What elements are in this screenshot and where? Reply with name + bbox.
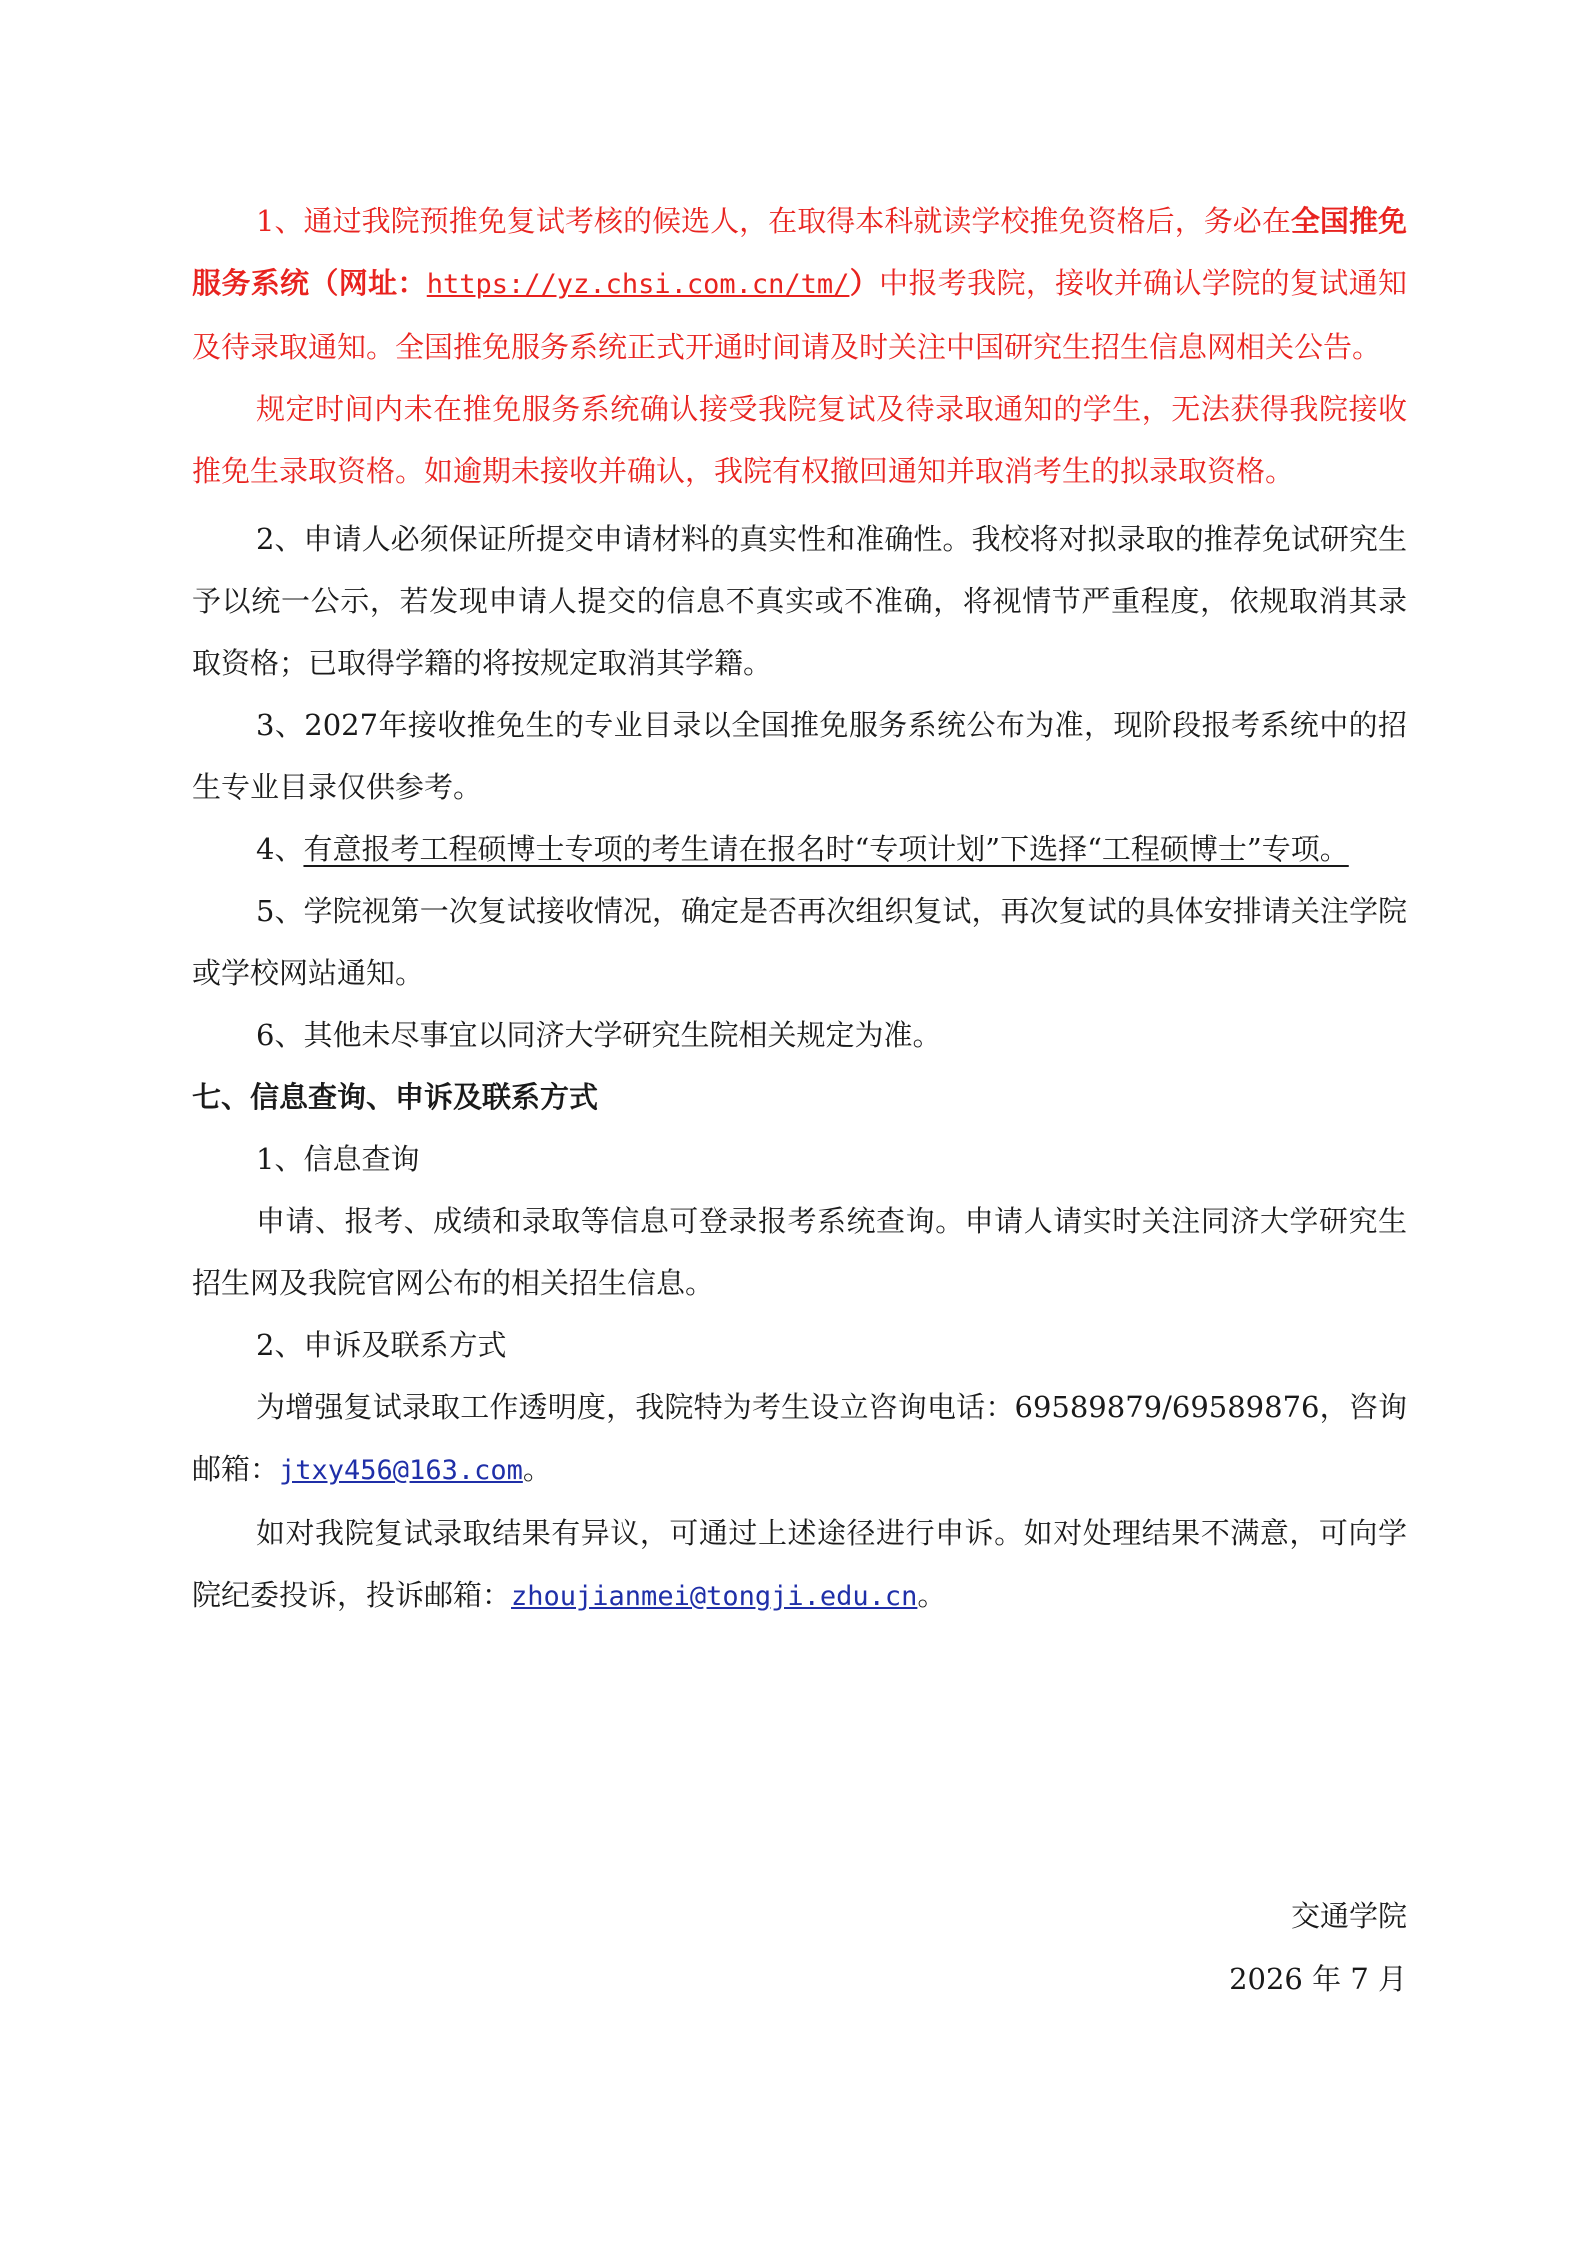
document-body: [192, 190, 1407, 1628]
complaint-email-link[interactable]: zhoujianmei@tongji.edu.cn: [511, 1581, 918, 1612]
paragraph-4: [192, 818, 1407, 880]
chsi-tm-link[interactable]: https://yz.chsi.com.cn/tm/: [426, 269, 850, 300]
contact-paragraph: [192, 1376, 1407, 1502]
paragraph-2: 2、申请人必须保证所提交申请材料的真实性和准确性。我校将对拟录取的推荐免试研究生予以统一公示，若发现申请人提交的信息不真实或不准确，将视情节严重程度，依规取消其录取资格；已取得学籍的将按规定取消其学籍。: [192, 522, 1407, 680]
system-name-bold: 全国推免服务系统（网址：: [192, 204, 1407, 300]
paragraph-4-underlined: 有意报考工程硕博士专项的考生请在报名时“专项计划”下选择“工程硕博士”专项。: [303, 832, 1349, 866]
paragraph-6: 6、其他未尽事宜以同济大学研究生院相关规定为准。: [256, 1018, 942, 1052]
paragraph-1-rest: 中报考我院，接收并确认学院的复试通知及待录取通知。全国推免服务系统正式开通时间请及时关注中国研究生招生信息网相关公告。: [192, 266, 1407, 364]
signature-date: 2026 年 7 月: [1229, 1962, 1407, 1996]
paragraph-1-lead: 1、通过我院预推免复试考核的候选人，在取得本科就读学校推免资格后，务必在: [256, 204, 1291, 238]
signature-org: 交通学院: [1290, 1899, 1407, 1933]
section-7-sub2: 2、申诉及联系方式: [256, 1328, 507, 1362]
appeal-paragraph: [192, 1502, 1407, 1628]
section-7-sub1-text: 申请、报考、成绩和录取等信息可登录报考系统查询。申请人请实时关注同济大学研究生招生网及我院官网公布的相关招生信息。: [192, 1204, 1407, 1300]
contact-end: 。: [522, 1452, 552, 1486]
paragraph-1b: 规定时间内未在推免服务系统确认接受我院复试及待录取通知的学生，无法获得我院接收推免生录取资格。如逾期未接收并确认，我院有权撤回通知并取消考生的拟录取资格。: [192, 392, 1407, 488]
consult-email-link[interactable]: jtxy456@163.com: [279, 1455, 523, 1486]
paragraph-5: 5、学院视第一次复试接收情况，确定是否再次组织复试，再次复试的具体安排请关注学院或学校网站通知。: [192, 894, 1407, 990]
system-name-close: ）: [849, 266, 880, 300]
paragraph-4-lead: 4、: [256, 832, 304, 866]
contact-lead: 为增强复试录取工作透明度，我院特为考生设立咨询电话：69589879/69589876，咨询邮箱：: [192, 1390, 1407, 1486]
paragraph-3: 3、2027年接收推免生的专业目录以全国推免服务系统公布为准，现阶段报考系统中的招生专业目录仅供参考。: [192, 708, 1407, 804]
section-7-sub1: 1、信息查询: [256, 1142, 420, 1176]
section-7-heading: 七、信息查询、申诉及联系方式: [192, 1080, 599, 1114]
appeal-lead: 如对我院复试录取结果有异议，可通过上述途径进行申诉。如对处理结果不满意，可向学院纪委投诉，投诉邮箱：: [192, 1516, 1407, 1612]
appeal-end: 。: [917, 1578, 947, 1612]
paragraph-1: [192, 190, 1407, 378]
